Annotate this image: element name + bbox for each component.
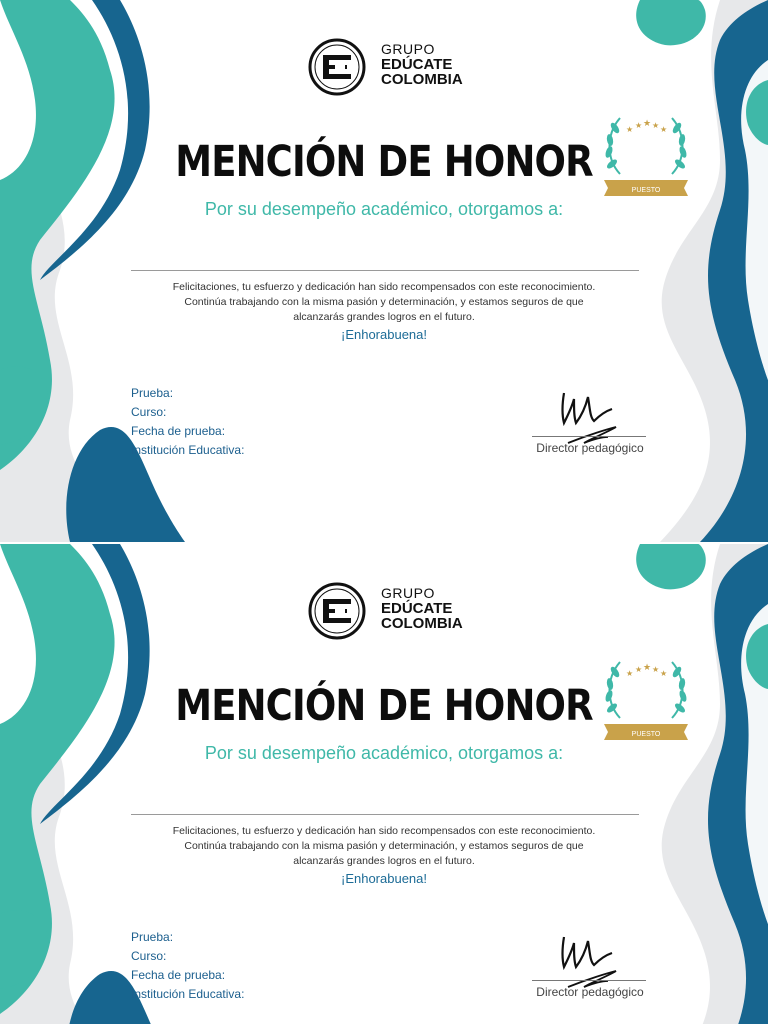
certificate-message: Felicitaciones, tu esfuerzo y dedicación han sido recompensados con este reconocimiento. Continúa trabajando con la misma pasión y determinación, y estamos seguros de que alcanzarás grandes logros en el futuro. — [172, 825, 596, 867]
star-icon — [626, 119, 667, 134]
svg-text:★: ★ — [635, 665, 643, 674]
svg-text:★: ★ — [660, 669, 668, 678]
brand-logo — [305, 582, 475, 640]
svg-text:★: ★ — [660, 125, 668, 134]
svg-text:★: ★ — [626, 669, 634, 678]
star-icon — [626, 663, 667, 678]
badge-label: PUESTO — [631, 187, 661, 194]
certificate-2 — [0, 544, 768, 1024]
congrats-text: ¡Enhorabuena! — [340, 327, 427, 342]
grupo-educate-logo-icon — [305, 582, 369, 640]
field-prueba: Prueba: — [131, 930, 174, 944]
svg-text:★: ★ — [643, 663, 652, 673]
certificate-subtitle: Por su desempeño académico, otorgamos a: — [204, 199, 564, 219]
svg-text:★: ★ — [652, 121, 660, 130]
grupo-educate-logo-icon — [305, 38, 369, 96]
field-fecha: Fecha de prueba: — [131, 968, 226, 982]
field-curso: Curso: — [131, 405, 167, 419]
logo-line-2: EDÚCATE — [381, 600, 453, 617]
details-list — [131, 928, 244, 1004]
field-institucion: Institución Educativa: — [131, 987, 245, 1001]
badge-label: PUESTO — [631, 731, 661, 738]
svg-text:★: ★ — [652, 665, 660, 674]
signature-line — [532, 980, 646, 981]
field-institucion: Institución Educativa: — [131, 443, 245, 457]
signature-label: Director pedagógico — [536, 441, 644, 455]
signature-label: Director pedagógico — [536, 985, 644, 999]
certificate-message: Felicitaciones, tu esfuerzo y dedicación han sido recompensados con este reconocimiento. Continúa trabajando con la misma pasión y determinación, y estamos seguros de que alcanzarás grandes logros en el futuro. — [172, 281, 596, 323]
field-curso: Curso: — [131, 949, 167, 963]
congrats-text: ¡Enhorabuena! — [340, 871, 427, 886]
logo-wordmark — [381, 42, 463, 87]
recipient-name-line — [131, 814, 639, 815]
svg-text:★: ★ — [626, 125, 634, 134]
logo-line-3: COLOMBIA — [381, 615, 463, 632]
certificate-title: MENCIÓN DE HONOR — [175, 137, 593, 187]
svg-text:★: ★ — [635, 121, 643, 130]
logo-line-1: GRUPO — [381, 585, 435, 601]
signature-line — [532, 436, 646, 437]
certificate-title: MENCIÓN DE HONOR — [175, 681, 593, 731]
recipient-name-line — [131, 270, 639, 271]
field-fecha: Fecha de prueba: — [131, 424, 226, 438]
logo-line-1: GRUPO — [381, 41, 435, 57]
logo-line-3: COLOMBIA — [381, 71, 463, 88]
details-list — [131, 384, 244, 460]
logo-wordmark — [381, 586, 463, 631]
certificate-subtitle: Por su desempeño académico, otorgamos a: — [204, 743, 564, 763]
svg-text:★: ★ — [643, 119, 652, 129]
logo-line-2: EDÚCATE — [381, 56, 453, 73]
brand-logo — [305, 38, 475, 96]
field-prueba: Prueba: — [131, 386, 174, 400]
